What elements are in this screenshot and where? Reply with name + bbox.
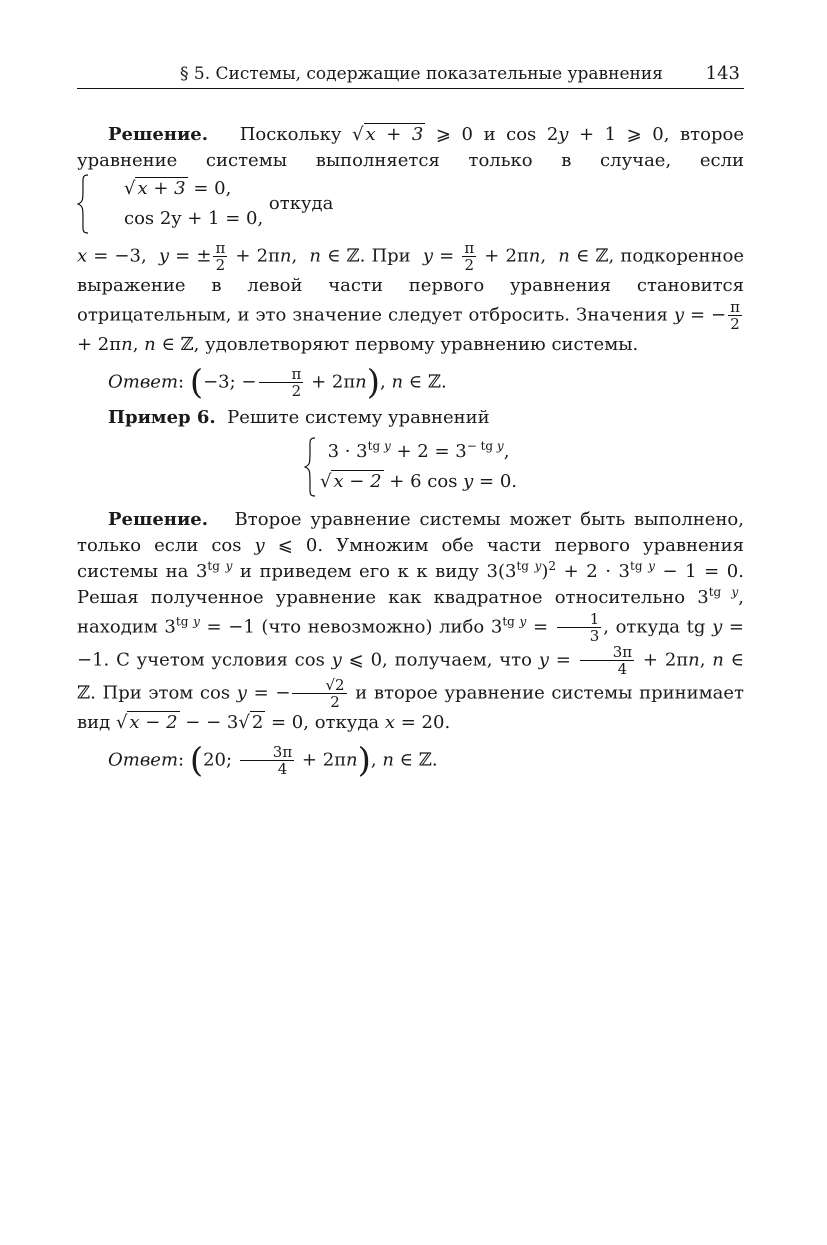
- example-system: $3 \cdot 3^{tg y} + 2 = 3^{- tg y}$, √ x − 2 + 6 cos y = 0.: [77, 437, 744, 497]
- section-title: § 5. Системы, содержащие показательные уравнения: [180, 64, 663, 84]
- answer-2: Ответ: (20; $\frac{3\pi}{4}$ + 2πn), n ∈ ℤ.: [108, 740, 438, 781]
- solution-1-result: x = −3, y = ± $\frac{\pi}{2}$ + 2πn, n ∈ ℤ. При y = $\frac{\pi}{2}$ + 2πn, n ∈ ℤ, подкоренное выражение в левой части первого уравнения становится отрицательным, и это значение следует отбросить. Значения y = − $\frac{\pi}{2}$ + 2πn, n ∈ ℤ, удовлетворяют первому уравнению системы.: [77, 239, 745, 355]
- sqrt-expression: √ x + 3: [352, 124, 424, 145]
- answer-2-label: Ответ: [108, 749, 179, 771]
- page-header: [77, 62, 744, 89]
- from-where: откуда: [268, 193, 334, 214]
- example-text: Решите систему уравнений: [227, 407, 490, 428]
- solution-2-paragraph: Решение. Второе уравнение системы может быть выполнено, только если cos y ⩽ 0. Умножим обе части первого уравнения системы на $3^{tg y}$ и приведем его к к виду $3(3^{tg y})^2 + 2 \cdot 3^{tg y} - 1 = 0$. Решая полученное уравнение как квадратное относительно $3^{tg y}$, находим $3^{tg y} = -1$ (что невозможно) либо $3^{tg y}$ = $\frac{1}{3}$ , откуда tg y = −1. С учетом условия cos y ⩽ 0, получаем, что y = $\frac{3\pi}{4}$ + 2πn, n ∈ ℤ. При этом cos y = − $\frac{√2}{2}$ и второе уравнение системы принимает вид √ x − 2 − − 3√ 2 = 0, откуда x = 20.: [77, 509, 745, 733]
- example-6: [77, 405, 744, 431]
- system-row-2: cos 2y + 1 = 0,: [124, 208, 264, 229]
- left-brace-icon: [304, 437, 316, 497]
- solution-2-label: Решение.: [108, 509, 209, 530]
- condition-system: √ x + 3 = 0, cos 2y + 1 = 0,: [77, 174, 263, 234]
- answer-1: Ответ: (−3; − $\frac{\pi}{2}$ + 2πn), n ∈ ℤ.: [108, 362, 447, 403]
- solution-1-paragraph: Решение. Поскольку √ x + 3 ⩾ 0 и cos 2y + 1 ⩾ 0, второе уравнение системы выполняется только в случае, если √ x + 3 = 0, cos 2y + 1 = 0, откуда: [77, 122, 744, 234]
- left-brace-icon: [77, 174, 89, 234]
- page-body: [77, 118, 745, 781]
- example-label: Пример 6.: [108, 407, 216, 428]
- answer-1-label: Ответ: [108, 371, 179, 393]
- solution-1-label: Решение.: [108, 124, 209, 145]
- solution-1-intro: Поскольку: [239, 124, 342, 145]
- page-number: 143: [705, 63, 740, 84]
